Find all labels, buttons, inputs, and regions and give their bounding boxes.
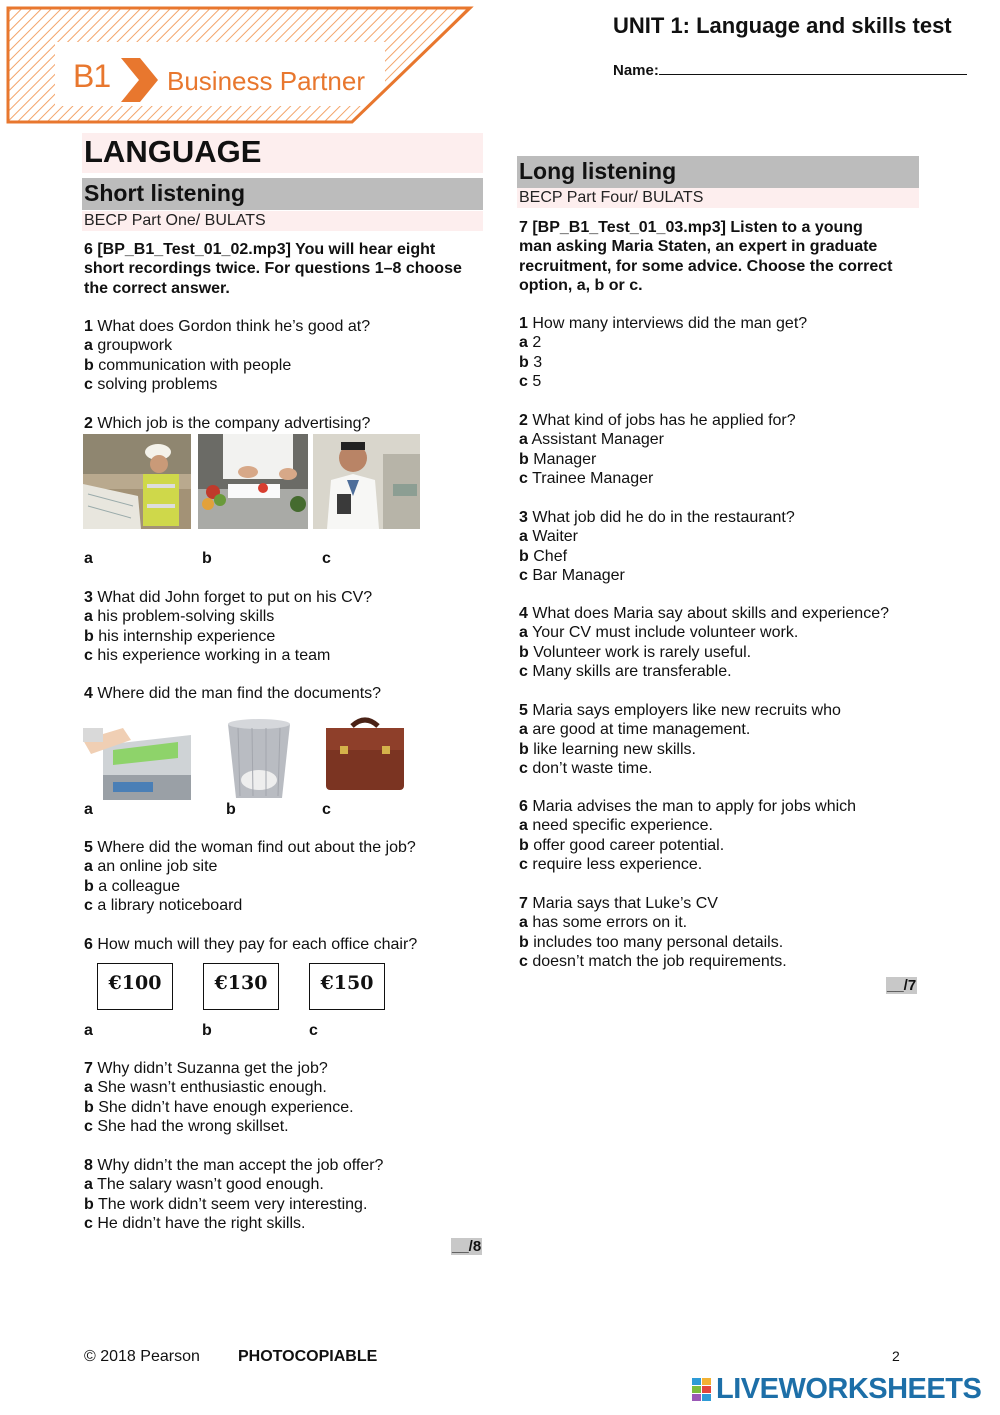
- doctor-photo[interactable]: [313, 434, 420, 529]
- chef-photo[interactable]: [198, 434, 308, 529]
- option-c[interactable]: c He didn’t have the right skills.: [84, 1214, 306, 1232]
- long-listening-score[interactable]: __/7: [887, 977, 917, 994]
- question-text: 4 What does Maria say about skills and experience?: [519, 605, 889, 622]
- long-q5: [519, 701, 841, 778]
- question-text: 8 Why didn’t the man accept the job offer?: [84, 1157, 384, 1174]
- option-b[interactable]: b like learning new skills.: [519, 740, 696, 758]
- q4-label-c: c: [322, 801, 331, 818]
- price-box-b[interactable]: €130: [203, 963, 279, 1010]
- wastebasket-photo[interactable]: [224, 718, 294, 802]
- option-a[interactable]: a 2: [519, 334, 542, 352]
- q2-label-a: a: [84, 550, 93, 567]
- option-b[interactable]: b includes too many personal details.: [519, 933, 784, 951]
- q6-label-c: c: [309, 1022, 318, 1039]
- long-q7: [519, 894, 787, 971]
- short-listening-subheading: BECP Part One/ BULATS: [82, 211, 483, 231]
- long-q6: [519, 797, 856, 874]
- price-box-a[interactable]: €100: [97, 963, 173, 1010]
- unit-title: UNIT 1: Language and skills test: [613, 13, 952, 38]
- question-text: 1 How many interviews did the man get?: [519, 315, 808, 332]
- option-a[interactable]: a Waiter: [519, 528, 578, 546]
- brand-level: B1: [73, 58, 111, 94]
- option-a[interactable]: a has some errors on it.: [519, 914, 688, 932]
- q6-label-a: a: [84, 1022, 93, 1039]
- short-listening-score[interactable]: __/8: [452, 1238, 482, 1255]
- option-c[interactable]: c a library noticeboard: [84, 896, 243, 914]
- long-q4: [519, 604, 889, 681]
- question-text: 7 Maria says that Luke’s CV: [519, 895, 718, 912]
- short-q2-text: 2 Which job is the company advertising?: [84, 415, 371, 432]
- short-q7: [84, 1059, 354, 1136]
- long-listening-heading: Long listening: [517, 156, 919, 188]
- q2-label-b: b: [202, 550, 212, 567]
- price-box-c[interactable]: €150: [309, 963, 385, 1010]
- question-text: 3 What did John forget to put on his CV?: [84, 589, 373, 606]
- option-a[interactable]: a groupwork: [84, 337, 173, 355]
- question-text: 5 Maria says employers like new recruits who: [519, 702, 841, 719]
- short-q4-text: 4 Where did the man find the documents?: [84, 685, 382, 702]
- liveworksheets-logo-icon: [692, 1378, 712, 1402]
- question-text: 5 Where did the woman find out about the job?: [84, 839, 416, 856]
- short-q8: [84, 1156, 383, 1233]
- name-blank-line[interactable]: [659, 60, 967, 75]
- option-a[interactable]: a his problem-solving skills: [84, 608, 275, 626]
- option-b[interactable]: b offer good career potential.: [519, 836, 725, 854]
- option-c[interactable]: c doesn’t match the job requirements.: [519, 952, 787, 970]
- option-b[interactable]: b Volunteer work is rarely useful.: [519, 643, 752, 661]
- short-listening-instructions: 6 [BP_B1_Test_01_02.mp3] You will hear eight short recordings twice. For questions 1–8 choose the correct answer.: [84, 241, 462, 297]
- short-q6-text: 6 How much will they pay for each office chair?: [84, 936, 418, 953]
- q2-label-c: c: [322, 550, 331, 567]
- question-text: 7 Why didn’t Suzanna get the job?: [84, 1060, 328, 1077]
- watermark-text: LIVEWORKSHEETS: [716, 1373, 982, 1405]
- option-c[interactable]: c solving problems: [84, 375, 218, 393]
- short-q1: [84, 317, 370, 394]
- q6-label-b: b: [202, 1022, 212, 1039]
- brand-logo-banner: [0, 0, 480, 130]
- short-q3: [84, 588, 372, 665]
- option-c[interactable]: c Many skills are transferable.: [519, 662, 732, 680]
- option-c[interactable]: c require less experience.: [519, 855, 703, 873]
- option-a[interactable]: a need specific experience.: [519, 817, 713, 835]
- short-q5: [84, 838, 416, 915]
- brand-name: Business Partner: [167, 66, 365, 96]
- photocopiable-label: PHOTOCOPIABLE: [238, 1348, 378, 1365]
- long-q1: [519, 314, 807, 391]
- option-c[interactable]: c his experience working in a team: [84, 646, 331, 664]
- option-b[interactable]: b a colleague: [84, 877, 181, 895]
- option-a[interactable]: a Your CV must include volunteer work.: [519, 624, 799, 642]
- short-listening-heading: Short listening: [82, 178, 483, 210]
- long-listening-instructions: 7 [BP_B1_Test_01_03.mp3] Listen to a young man asking Maria Staten, an expert in graduate recruitment, for some advice. Choose the correct option, a, b or c.: [519, 219, 893, 294]
- copyright: © 2018 Pearson: [84, 1348, 200, 1365]
- option-b[interactable]: b The work didn’t seem very interesting.: [84, 1195, 368, 1213]
- question-text: 3 What job did he do in the restaurant?: [519, 509, 795, 526]
- language-heading: LANGUAGE: [82, 133, 483, 173]
- option-c[interactable]: c 5: [519, 372, 542, 390]
- q4-label-b: b: [226, 801, 236, 818]
- name-field[interactable]: [613, 60, 967, 79]
- option-c[interactable]: c don’t waste time.: [519, 759, 653, 777]
- option-b[interactable]: b Chef: [519, 547, 568, 565]
- option-a[interactable]: a an online job site: [84, 858, 218, 876]
- option-c[interactable]: c Trainee Manager: [519, 469, 654, 487]
- photocopier-photo[interactable]: [83, 720, 193, 800]
- option-a[interactable]: a She wasn’t enthusiastic enough.: [84, 1079, 327, 1097]
- option-c[interactable]: c She had the wrong skillset.: [84, 1117, 289, 1135]
- q4-label-a: a: [84, 801, 93, 818]
- option-b[interactable]: b 3: [519, 353, 543, 371]
- question-text: 2 What kind of jobs has he applied for?: [519, 412, 796, 429]
- long-q2: [519, 411, 796, 488]
- option-b[interactable]: b Manager: [519, 450, 597, 468]
- option-a[interactable]: a are good at time management.: [519, 721, 751, 739]
- question-text: 1 What does Gordon think he’s good at?: [84, 318, 371, 335]
- long-q3: [519, 508, 795, 585]
- name-label: Name:: [613, 62, 659, 79]
- option-a[interactable]: a The salary wasn’t good enough.: [84, 1176, 324, 1194]
- option-a[interactable]: a Assistant Manager: [519, 431, 664, 449]
- briefcase-photo[interactable]: [322, 712, 408, 792]
- question-text: 6 Maria advises the man to apply for jobs which: [519, 798, 857, 815]
- option-b[interactable]: b communication with people: [84, 356, 292, 374]
- option-b[interactable]: b his internship experience: [84, 627, 276, 645]
- option-c[interactable]: c Bar Manager: [519, 566, 625, 584]
- long-listening-subheading: BECP Part Four/ BULATS: [517, 188, 919, 208]
- construction-engineer-photo[interactable]: [83, 434, 191, 529]
- option-b[interactable]: b She didn’t have enough experience.: [84, 1098, 354, 1116]
- page-number: 2: [892, 1348, 900, 1364]
